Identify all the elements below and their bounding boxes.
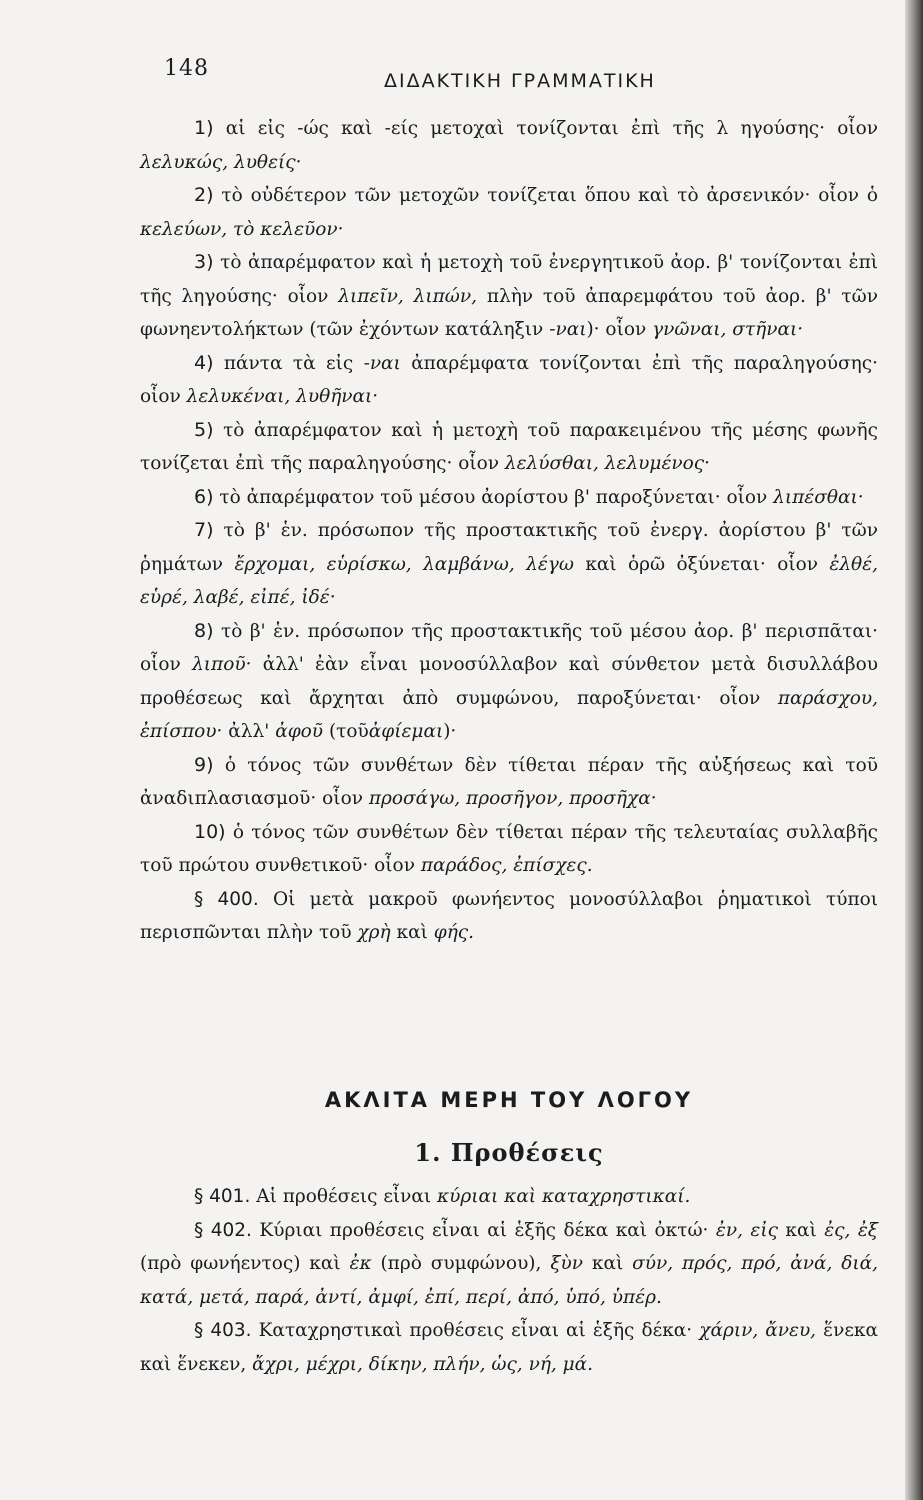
rule-9: 9) ὁ τόνος τῶν συνθέτων δὲν τίθεται πέραν τῆς αὐξήσεως καὶ τοῦ ἀναδιπλασιασμοῦ· οἷον προσάγω, προσῆγον, προσῆχα· <box>140 753 878 809</box>
subsection-heading: 1. Προθέσεις <box>414 1138 604 1167</box>
section-400: § 400. Οἱ μετὰ μακροῦ φωνήεντος μονοσύλλαβοι ῥηματικοὶ τύποι περισπῶνται πλὴν τοῦ χρὴ καὶ φής. <box>140 888 878 943</box>
rules-list <box>140 112 878 950</box>
rule-6: 6) τὸ ἀπαρέμφατον τοῦ μέσου ἀορίστου β' παροξύνεται· οἷον λιπέσθαι· <box>194 485 864 508</box>
rule-10: 10) ὁ τόνος τῶν συνθέτων δὲν τίθεται πέραν τῆς τελευταίας συλλαβῆς τοῦ πρώτου συνθετικοῦ· οἷον παράδος, ἐπίσχες. <box>140 820 878 876</box>
rule-3: 3) τὸ ἀπαρέμφατον καὶ ἡ μετοχὴ τοῦ ἐνεργητικοῦ ἀορ. β' τονίζονται ἐπὶ τῆς ληγούσης· οἷον λιπεῖν, λιπών, πλὴν τοῦ ἀπαρεμφάτου τοῦ ἀορ. β' τῶν φωνηεντολήκτων (τῶν ἐχόντων κατάληξιν -ναι)· οἷον γνῶναι, στῆναι· <box>140 251 878 340</box>
rule-1: 1) αἱ εἰς -ώς καὶ -είς μετοχαὶ τονίζονται ἐπὶ τῆς λ ηγούσης· οἷον λελυκώς, λυθείς· <box>140 117 878 173</box>
page-header <box>0 56 905 96</box>
page-number: 148 <box>164 56 209 81</box>
rule-8: 8) τὸ β' ἑν. πρόσωπον τῆς προστακτικῆς τοῦ μέσου ἀορ. β' περισπᾶται· οἷον λιποῦ· ἀλλ' ἐὰν εἶναι μονοσύλλαβον καὶ σύνθετον μετὰ δισυλλάβου προθέσεως καὶ ἄρχηται ἀπὸ συμφώνου, παροξύνεται· οἷον παράσχου, ἐπίσπου· ἀλλ' ἀφοῦ (τοῦἀφίεμαι)· <box>140 619 879 742</box>
rule-5: 5) τὸ ἀπαρέμφατον καὶ ἡ μετοχὴ τοῦ παρακειμένου τῆς μέσης φωνῆς τονίζεται ἐπὶ τῆς παραληγούσης· οἷον λελύσθαι, λελυμένος· <box>140 418 878 474</box>
section-403: § 403. Καταχρηστικαὶ προθέσεις εἶναι αἱ ἑξῆς δέκα· χάριν, ἄνευ, ἕνεκα καὶ ἕνεκεν, ἄχρι, μέχρι, δίκην, πλήν, ὡς, νή, μά. <box>140 1320 878 1375</box>
page-edge-shadow <box>905 0 923 1500</box>
section-401: § 401. Αἱ προθέσεις εἶναι κύριαι καὶ καταχρηστικαί. <box>194 1186 691 1207</box>
rule-7: 7) τὸ β' ἑν. πρόσωπον τῆς προστακτικῆς τοῦ ἐνεργ. ἀορίστου β' τῶν ῥημάτων ἔρχομαι, εὑρίσκω, λαμβάνω, λέγω καὶ ὁρῶ ὀξύνεται· οἷον ἐλθέ, εὑρέ, λαβέ, εἰπέ, ἰδέ· <box>140 519 878 608</box>
running-title: ΔΙΔΑΚΤΙΚΗ ΓΡΑΜΜΑΤΙΚΗ <box>384 70 656 92</box>
section-402: § 402. Κύριαι προθέσεις εἶναι αἱ ἑξῆς δέκα καὶ ὀκτώ· ἐν, εἰς καὶ ἐς, ἐξ (πρὸ φωνήεντος) καὶ ἐκ (πρὸ συμφώνου), ξὺν καὶ σύν, πρός, πρό, ἀνά, διά, κατά, μετά, παρά, ἀντί, ἀμφί, ἐπί, περί, ἀπό, ὑπό, ὑπέρ. <box>140 1219 878 1308</box>
prepositions-sections <box>140 1180 878 1381</box>
rule-4: 4) πάντα τὰ εἰς -ναι ἀπαρέμφατα τονίζονται ἐπὶ τῆς παραληγούσης· οἷον λελυκέναι, λυθῆναι· <box>140 351 878 407</box>
rule-2: 2) τὸ οὐδέτερον τῶν μετοχῶν τονίζεται ὅπου καὶ τὸ ἀρσενικόν· οἷον ὁ κελεύων, τὸ κελεῦον· <box>140 184 878 240</box>
chapter-heading: ΑΚΛΙΤΑ ΜΕΡΗ ΤΟΥ ΛΟΓΟΥ <box>324 1088 694 1112</box>
